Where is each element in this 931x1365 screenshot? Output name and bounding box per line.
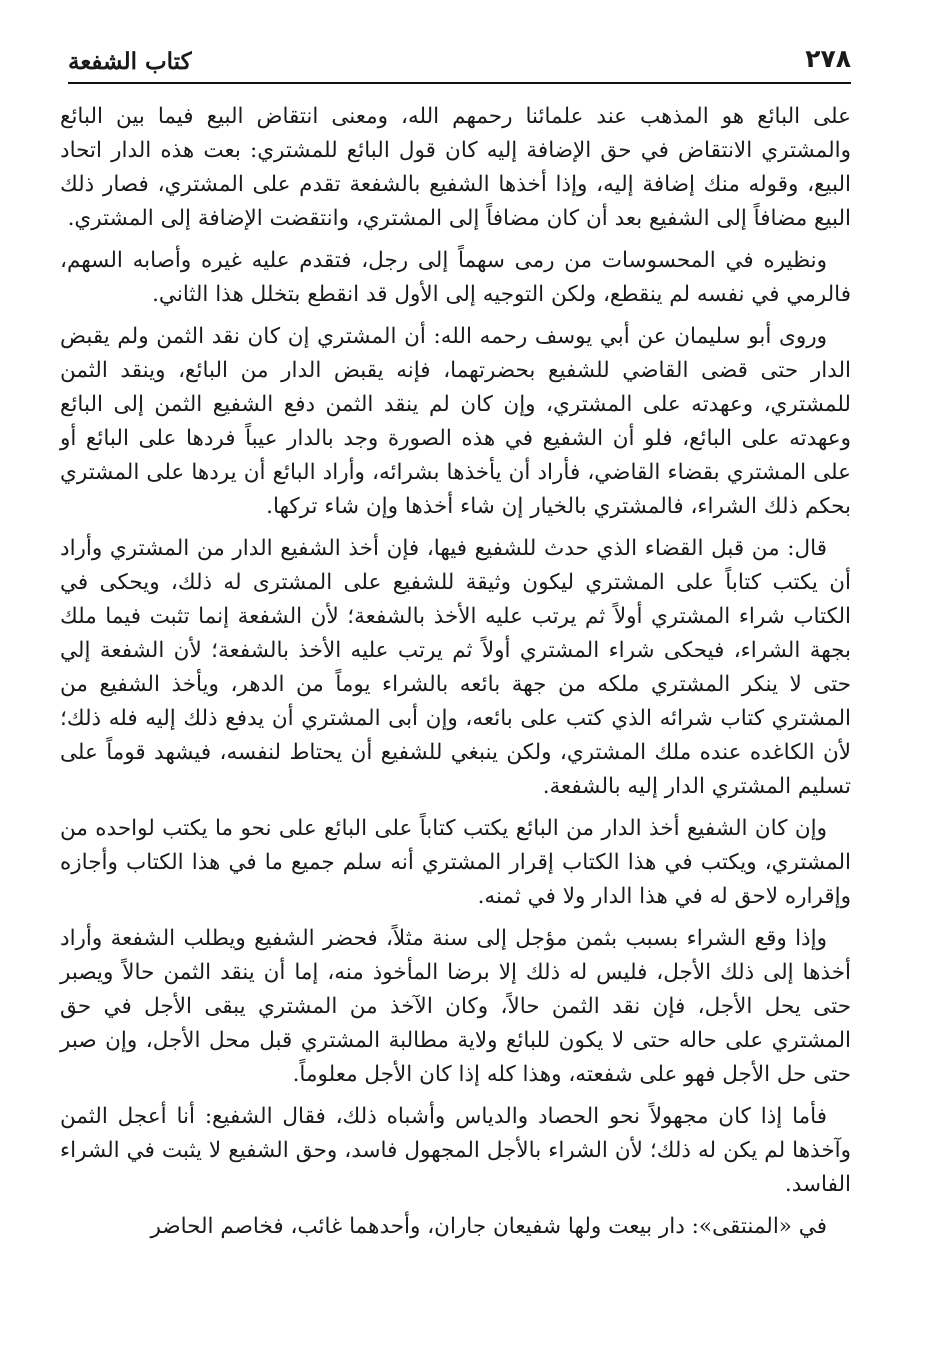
page-body <box>60 100 851 1252</box>
paragraph-continuation: على البائع هو المذهب عند علمائنا رحمهم الله، ومعنى انتقاض البيع فيما بين البائع والمشتري الانتقاض في حق الإضافة إليه كان قول البائع للمشتري: بعت هذه الدار اتحاد البيع، وقوله منك إضافة إليه، وإذا أخذها الشفيع بالشفعة تقدم على المشتري، فصار ذلك البيع مضافاً إلى الشفيع بعد أن كان مضافاً إلى المشتري، وانتقضت الإضافة إلى المشتري. <box>60 104 851 231</box>
page-header <box>68 38 851 84</box>
paragraph: فأما إذا كان مجهولاً نحو الحصاد والدياس وأشباه ذلك، فقال الشفيع: أنا أعجل الثمن وآخذها لم يكن له ذلك؛ لأن الشراء بالأجل المجهول فاسد، وحق الشفيع لا يثبت في الشراء الفاسد. <box>60 1104 851 1197</box>
paragraph: في «المنتقى»: دار بيعت ولها شفيعان جاران، وأحدهما غائب، فخاصم الحاضر <box>150 1214 827 1239</box>
paragraph: قال: من قبل القضاء الذي حدث للشفيع فيها، فإن أخذ الشفيع الدار من المشتري وأراد أن يكتب كتاباً على المشتري ليكون وثيقة للشفيع على المشترى له ذلك، ويحكى في الكتاب شراء المشتري أولاً ثم يرتب عليه الأخذ بالشفعة؛ لأن الشفعة إنما تثبت فيما ملك بجهة الشراء، فيحكى شراء المشتري أولاً ثم يرتب عليه الأخذ بالشفعة؛ لأن الشفعة إلي حتى لا ينكر المشتري ملكه من جهة بائعه بالشراء يوماً من الدهر، ويأخذ الشفيع من المشتري كتاب شرائه الذي كتب على بائعه، وإن أبى المشتري أن يدفع ذلك إليه فله ذلك؛ لأن الكاغده عنده ملك المشتري، ولكن ينبغي للشفيع أن يحتاط لنفسه، فيشهد قوماً على تسليم المشتري الدار إليه بالشفعة. <box>60 536 851 799</box>
paragraph: وإن كان الشفيع أخذ الدار من البائع يكتب كتاباً على البائع على نحو ما يكتب لواحده من المشتري، ويكتب في هذا الكتاب إقرار المشتري أنه سلم جميع ما في هذا الكتاب وأجازه وإقراره لاحق له في هذا الدار ولا في ثمنه. <box>60 816 851 909</box>
paragraph: ونظيره في المحسوسات من رمى سهماً إلى رجل، فتقدم عليه غيره وأصابه السهم، فالرمي في نفسه لم ينقطع، ولكن التوجيه إلى الأول قد انقطع بتخلل هذا الثاني. <box>60 248 851 307</box>
running-title: كتاب الشفعة <box>68 48 192 75</box>
paragraph: وإذا وقع الشراء بسبب بثمن مؤجل إلى سنة مثلاً، فحضر الشفيع ويطلب الشفعة وأراد أخذها إلى ذلك الأجل، فليس له ذلك إلا برضا المأخوذ منه، إما أن ينقد الثمن حالاً ويصبر حتى يحل الأجل، فإن نقد الثمن حالاً، وكان الآخذ من المشتري يبقى الأجل في حق المشتري على حاله حتى لا يكون للبائع ولاية مطالبة المشتري قبل محل الأجل، وإن صبر حتى حل الأجل فهو على شفعته، وهذا كله إذا كان الأجل معلوماً. <box>60 926 851 1087</box>
page-number: ٢٧٨ <box>805 44 851 73</box>
paragraph: وروى أبو سليمان عن أبي يوسف رحمه الله: أن المشتري إن كان نقد الثمن ولم يقبض الدار حتى قضى القاضي للشفيع بحضرتهما، فإنه يقبض الدار من البائع، وينقد الثمن للمشتري، وعهدته على المشتري، وإن كان لم ينقد الثمن دفع الشفيع الثمن إلى البائع وعهدته على البائع، فلو أن الشفيع في هذه الصورة وجد بالدار عيباً فردها على البائع أو على المشتري بقضاء القاضي، فأراد أن يأخذها بشرائه، وأراد البائع أن يردها على المشتري بحكم ذلك الشراء، فالمشتري بالخيار إن شاء أخذها وإن شاء تركها. <box>60 324 851 519</box>
